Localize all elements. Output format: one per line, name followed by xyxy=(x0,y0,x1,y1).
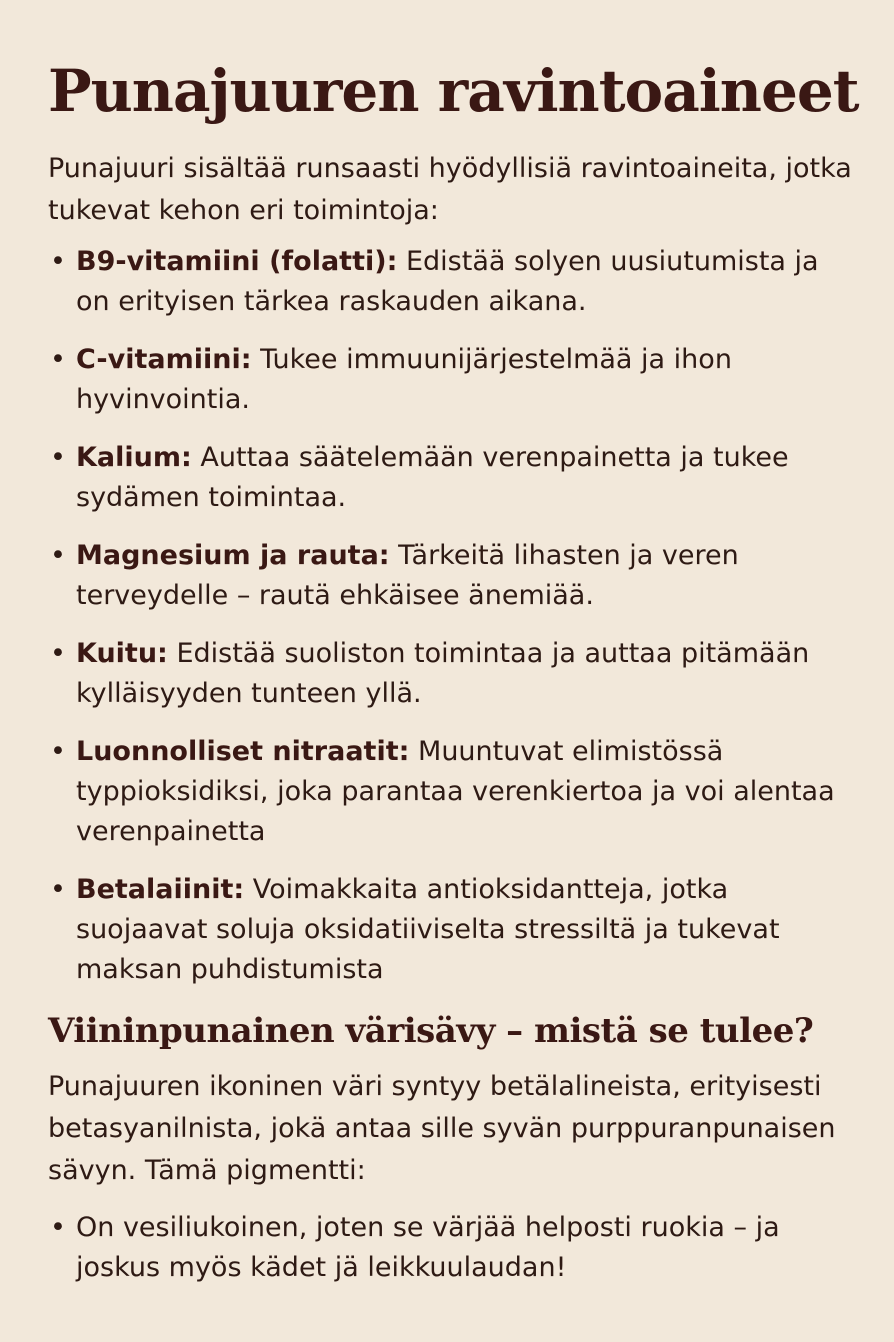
bullet-icon: • xyxy=(50,874,66,905)
bullet-icon: • xyxy=(50,638,66,669)
nutrient-term: Kuitu: xyxy=(76,638,168,669)
bullet-icon: • xyxy=(50,540,66,571)
nutrient-item-magnesium-iron xyxy=(48,536,858,616)
nutrient-term: C-vitamiini: xyxy=(76,344,252,375)
nutrient-description: Edistää solyen uusiutumista ja on erityisen tärkea raskauden aikana. xyxy=(76,246,819,317)
nutrient-term: Betalaiinit: xyxy=(76,874,245,905)
nutrient-description: Edistää suoliston toimintaa ja auttaa pitämään kylläisyyden tunteen yllä. xyxy=(76,638,810,709)
nutrient-item-nitrates xyxy=(48,732,858,852)
nutrient-description: Voimakkaita antioksidantteja, jotka suojaavat soluja oksidatiiviselta stressiltä ja tukevat maksan puhdistumista xyxy=(76,874,780,985)
bullet-icon: • xyxy=(50,442,66,473)
pigment-list xyxy=(48,1208,858,1288)
nutrient-item-potassium xyxy=(48,438,858,518)
nutrient-description: Muuntuvat elimistössä typpioksidiksi, joka parantaa verenkiertoa ja voi alentaa verenpainetta xyxy=(76,736,835,847)
nutrient-description: Tukee immuunijärjestelmää ja ihon hyvinvointia. xyxy=(76,344,732,415)
page-title: Punajuuren ravintoaineet xyxy=(48,57,859,125)
nutrient-item-folate xyxy=(48,242,858,322)
nutrient-item-betalains xyxy=(48,870,858,990)
pigment-item xyxy=(48,1208,858,1288)
nutrient-term: Luonnolliset nitraatit: xyxy=(76,736,410,767)
bullet-icon: • xyxy=(50,246,66,277)
intro-paragraph: Punajuuri sisältää runsaasti hyödyllisiä ravintoaineita, jotka tukevat kehon eri toimintoja: xyxy=(48,153,852,226)
nutrient-list xyxy=(48,242,858,990)
pigment-text: On vesiliukoinen, joten se värjää helposti ruokia – ja joskus myös kädet jä leikkuulaudan! xyxy=(76,1212,780,1283)
section-paragraph: Punajuuren ikoninen väri syntyy betälalineista, erityisesti betasyanilnista, jokä antaa sille syvän purppuranpunaisen sävyn. Tämä pigmentti: xyxy=(48,1071,836,1186)
nutrient-description: Auttaa säätelemään verenpainetta ja tukee sydämen toimintaa. xyxy=(76,442,789,513)
nutrient-term: B9-vitamiini (folatti): xyxy=(76,246,398,277)
nutrient-description: Tärkeitä lihasten ja veren terveydelle – rautä ehkäisee änemiää. xyxy=(76,540,739,611)
bullet-icon: • xyxy=(50,736,66,767)
nutrient-item-vitamin-c xyxy=(48,340,858,420)
nutrient-item-fiber xyxy=(48,634,858,714)
section-heading: Viininpunainen värisävy – mistä se tulee? xyxy=(48,1011,814,1051)
nutrient-term: Kalium: xyxy=(76,442,192,473)
nutrient-term: Magnesium ja rauta: xyxy=(76,540,390,571)
bullet-icon: • xyxy=(50,1212,66,1243)
bullet-icon: • xyxy=(50,344,66,375)
